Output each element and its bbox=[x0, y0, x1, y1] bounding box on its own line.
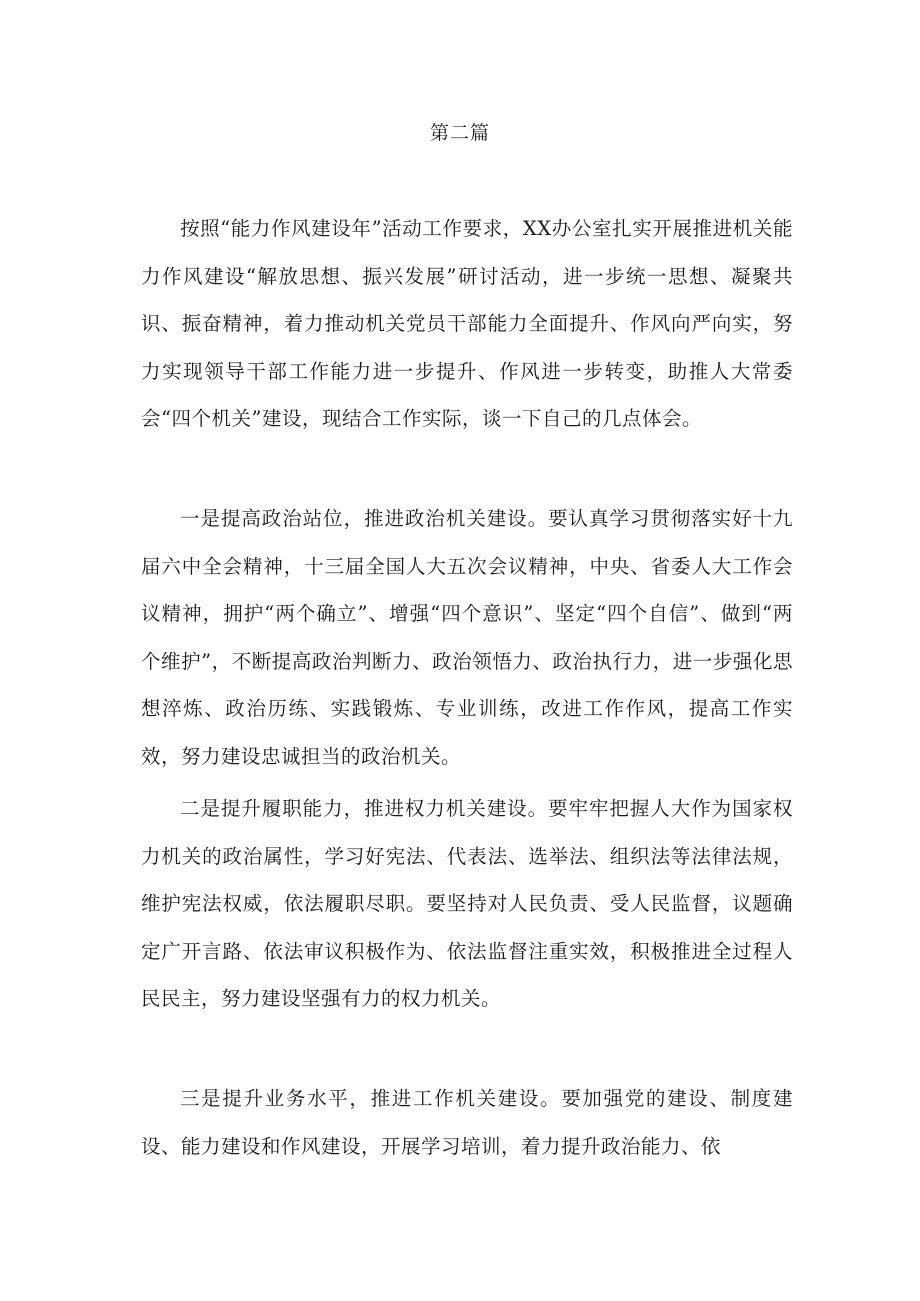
paragraph-point-two: 二是提升履职能力，推进权力机关建设。要牢牢把握人大作为国家权力机关的政治属性，学习好宪法、代表法、选举法、组织法等法律法规，维护宪法权威，依法履职尽职。要坚持对人民负责、受人民监督，议题确定广开言路、依法审议积极作为、依法监督注重实效，积极推进全过程人民民主，努力建设坚强有力的权力机关。 bbox=[141, 797, 793, 1010]
paragraph-point-three: 三是提升业务水平，推进工作机关建设。要加强党的建设、制度建设、能力建设和作风建设，开展学习培训，着力提升政治能力、依 bbox=[141, 1087, 793, 1158]
paragraph-intro: 按照“能力作风建设年”活动工作要求，XX办公室扎实开展推进机关能力作风建设“解放思想、振兴发展”研讨活动，进一步统一思想、凝聚共识、振奋精神，着力推动机关党员干部能力全面提升、作风向严向实，努力实现领导干部工作能力进一步提升、作风进一步转变，助推人大常委会“四个机关”建设，现结合工作实际，谈一下自己的几点体会。 bbox=[141, 217, 793, 430]
paragraph-point-one: 一是提高政治站位，推进政治机关建设。要认真学习贯彻落实好十九届六中全会精神，十三届全国人大五次会议精神，中央、省委人大工作会议精神，拥护“两个确立”、增强“四个意识”、坚定“四个自信”、做到“两个维护”，不断提高政治判断力、政治领悟力、政治执行力，进一步强化思想淬炼、政治历练、实践锻炼、专业训练，改进工作作风，提高工作实效，努力建设忠诚担当的政治机关。 bbox=[141, 507, 793, 768]
document-title: 第二篇 bbox=[429, 122, 490, 144]
